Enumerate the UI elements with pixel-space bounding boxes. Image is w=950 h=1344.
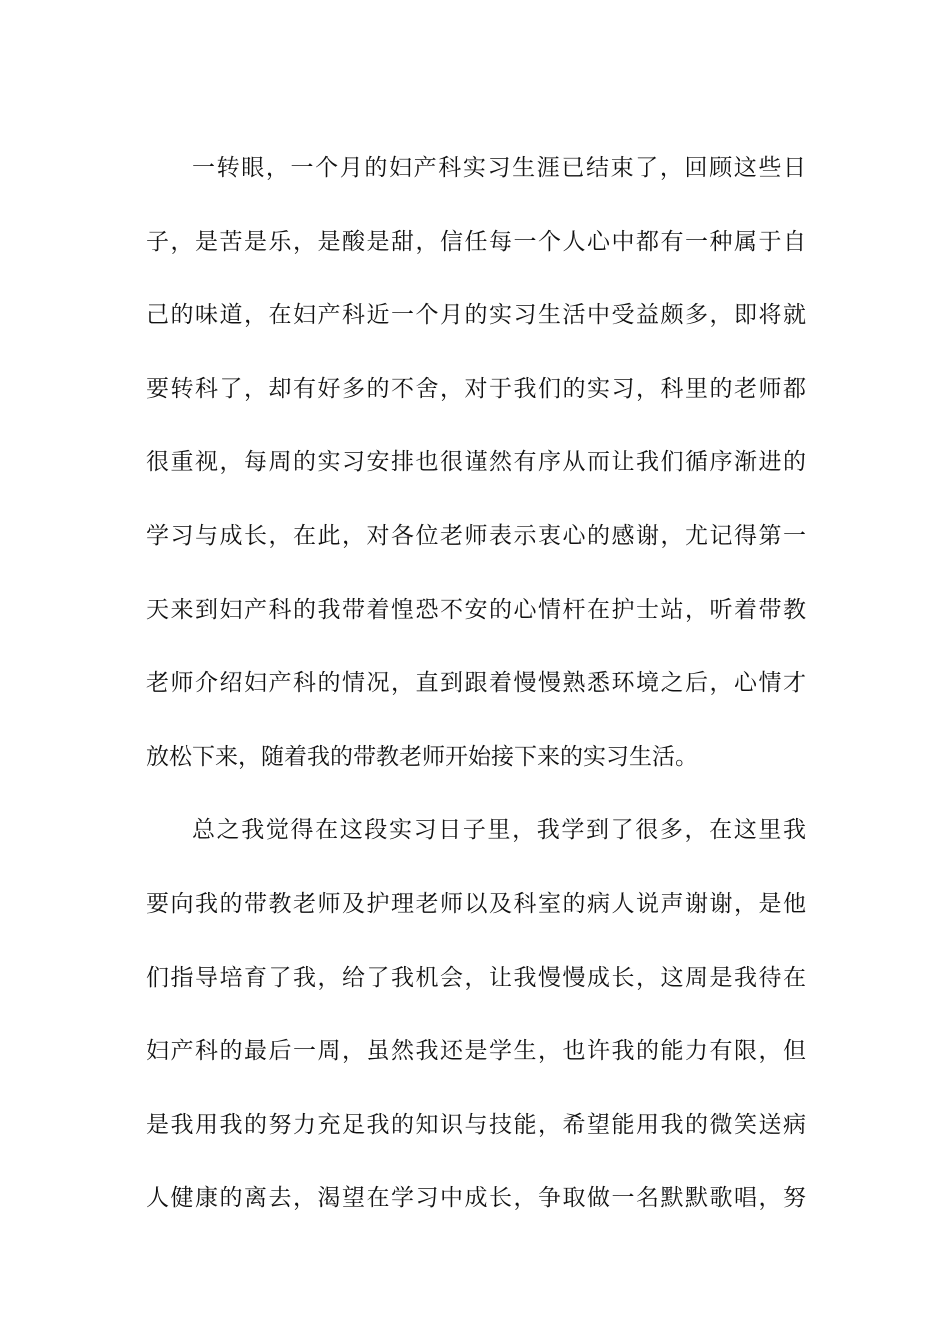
paragraph-1: [146, 132, 806, 794]
text-line: 一转眼，一个月的妇产科实习生涯已结束了，回顾这些日: [192, 155, 806, 181]
text-line: 要转科了，却有好多的不舍，对于我们的实习，科里的老师都: [146, 375, 806, 402]
text-line: 妇产科的最后一周，虽然我还是学生，也许我的能力有限，但: [146, 1038, 806, 1065]
text-line: 放松下来，随着我的带教老师开始接下来的实习生活。: [146, 743, 698, 770]
text-line: 人健康的离去，渴望在学习中成长，争取做一名默默歌唱，努: [146, 1185, 806, 1212]
text-line: 子，是苦是乐，是酸是甜，信任每一个人心中都有一种属于自: [146, 228, 806, 255]
text-line: 很重视，每周的实习安排也很谨然有序从而让我们循序渐进的: [146, 449, 806, 476]
paragraph-2: [146, 794, 806, 1236]
text-line: 老师介绍妇产科的情况，直到跟着慢慢熟悉环境之后，心情才: [146, 670, 806, 697]
text-line: 总之我觉得在这段实习日子里，我学到了很多，在这里我: [192, 817, 806, 844]
text-line: 天来到妇产科的我带着惶恐不安的心情杆在护士站，听着带教: [146, 596, 806, 623]
document-body: [146, 132, 806, 1236]
text-line: 们指导培育了我，给了我机会，让我慢慢成长，这周是我待在: [146, 964, 806, 991]
text-line: 己的味道，在妇产科近一个月的实习生活中受益颇多，即将就: [146, 302, 806, 329]
text-line: 是我用我的努力充足我的知识与技能，希望能用我的微笑送病: [146, 1111, 806, 1138]
text-line: 要向我的带教老师及护理老师以及科室的病人说声谢谢，是他: [146, 890, 806, 917]
text-line: 学习与成长，在此，对各位老师表示衷心的感谢，尤记得第一: [146, 522, 806, 549]
